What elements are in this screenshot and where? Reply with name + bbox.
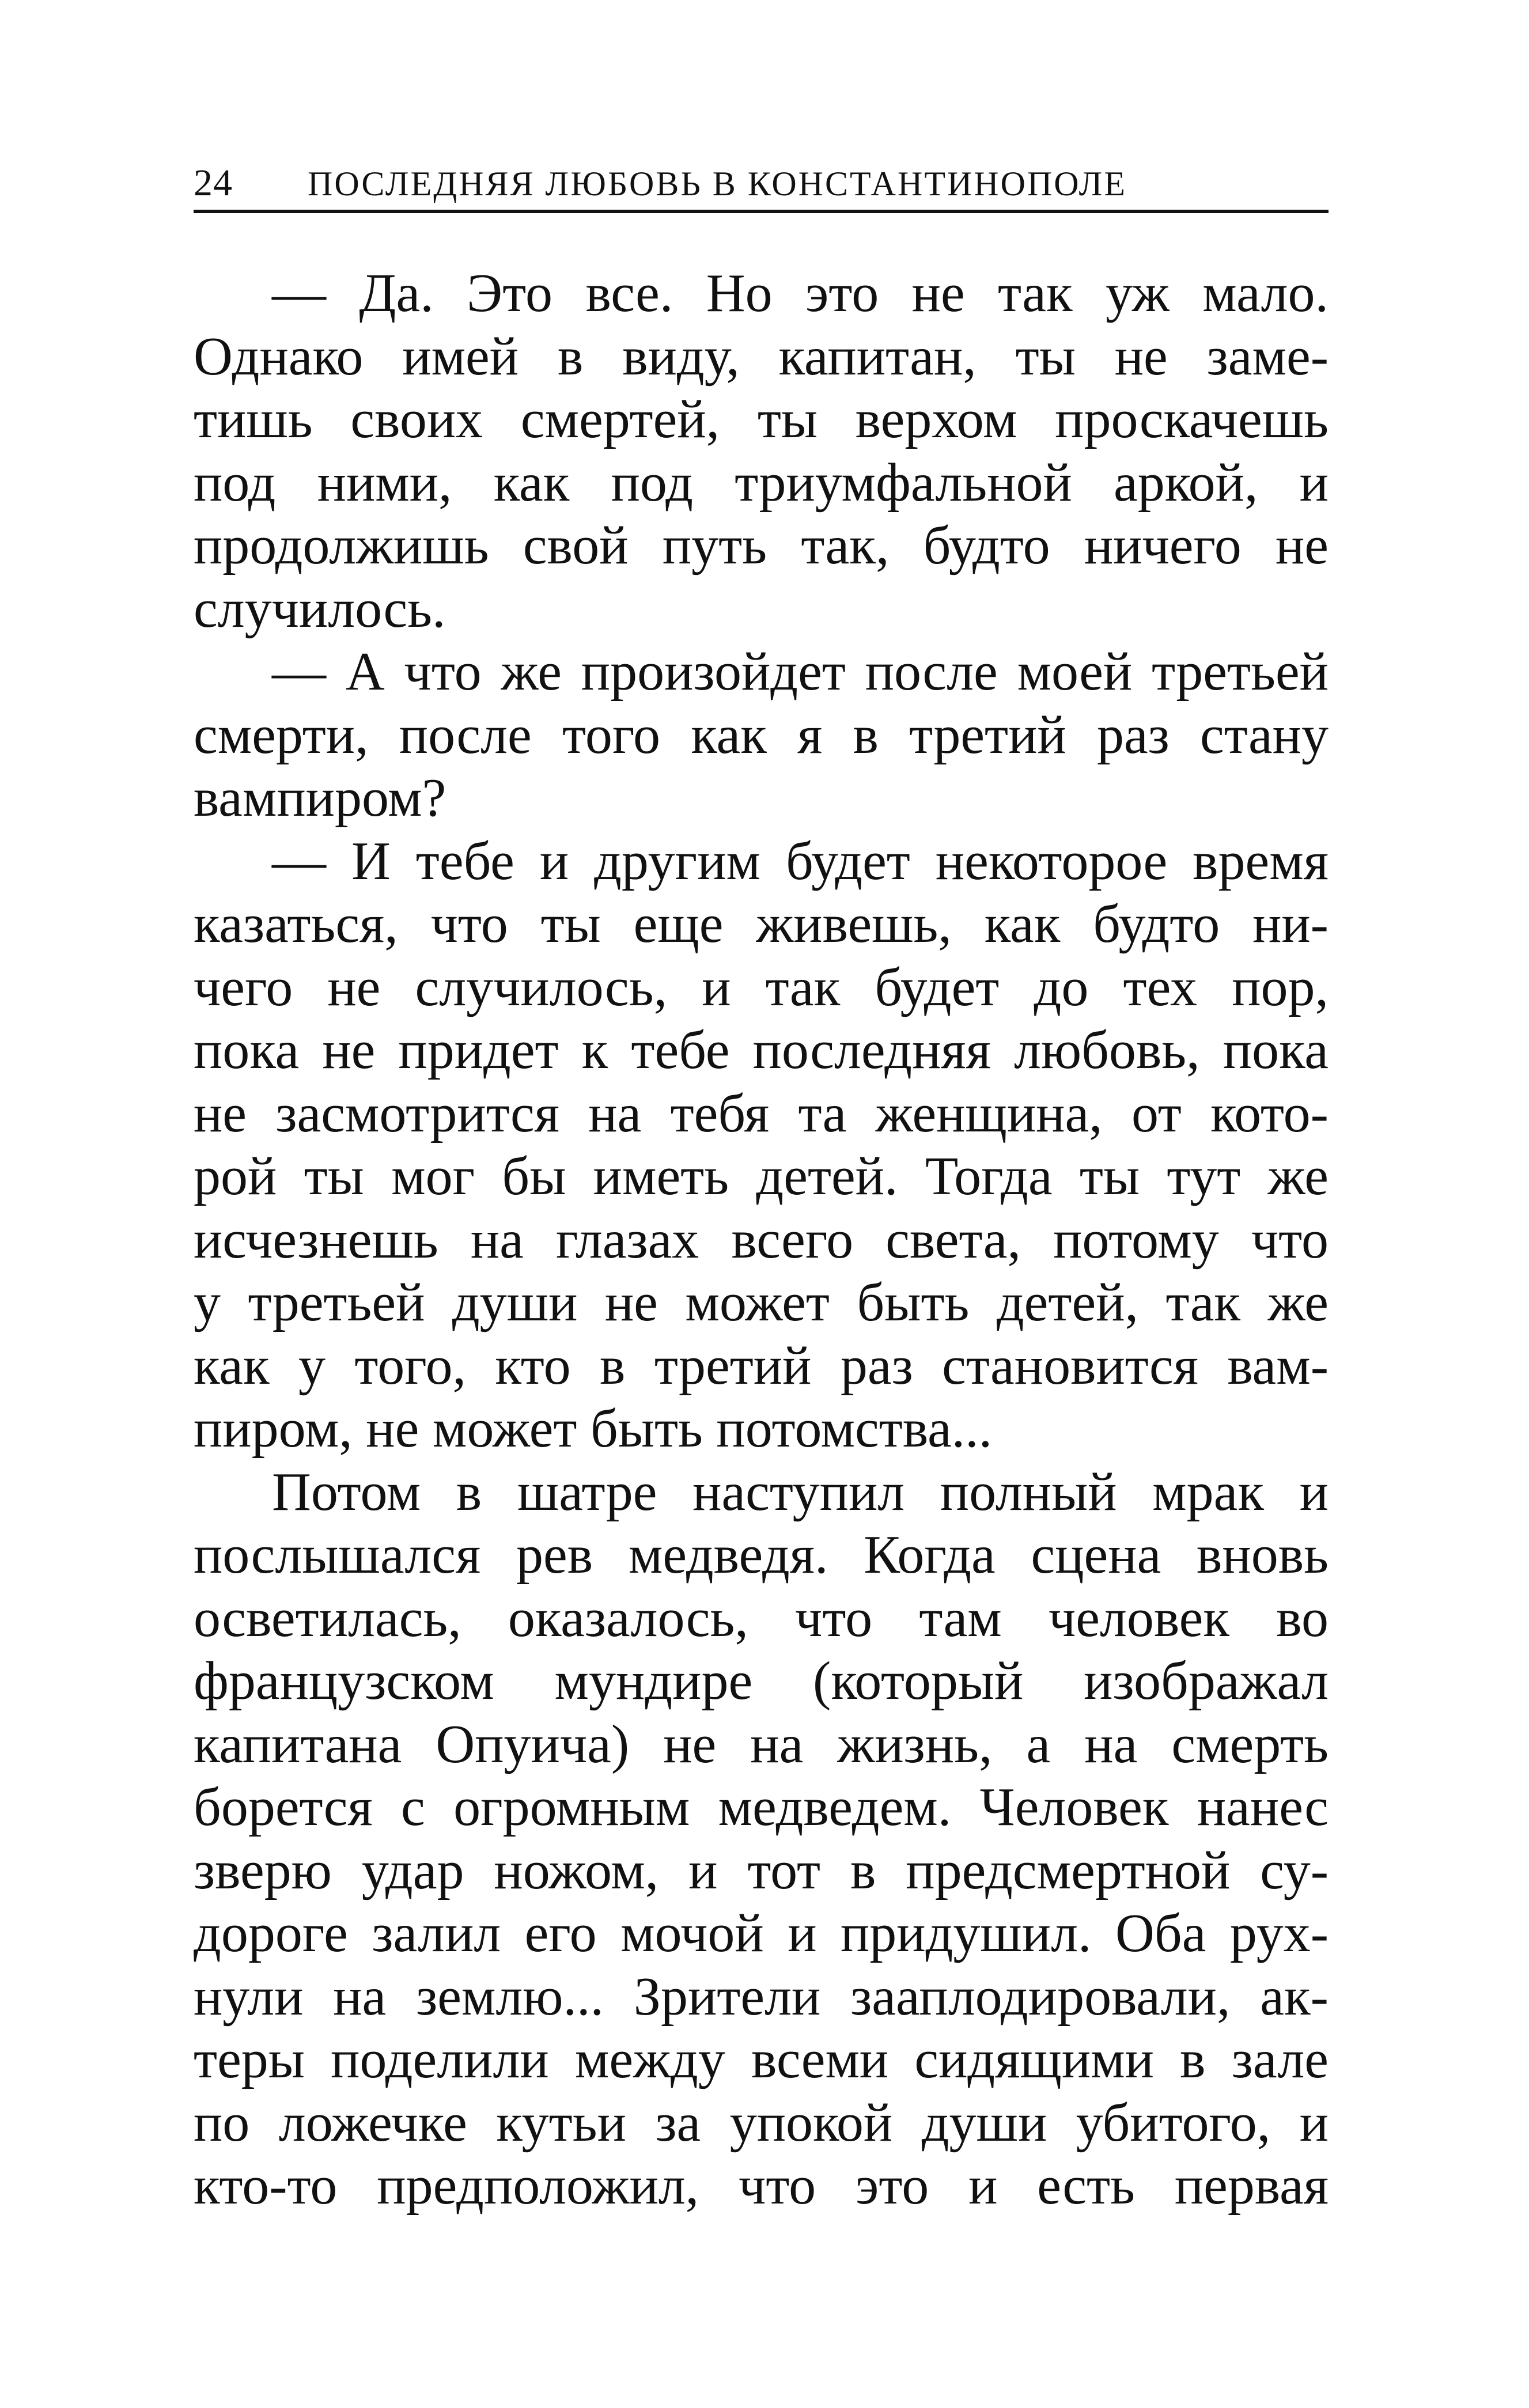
text-line: — А что же произойдет после моей третьей [272,642,1329,702]
text-line: пока не придет к тебе последняя любовь, пока [194,1020,1329,1080]
paragraph [194,1461,1329,2218]
text-line: зверю удар ножом, и тот в предсмертной су- [194,1840,1329,1900]
text-line: под ними, как под триумфальной аркой, и [194,452,1329,513]
text-line: рой ты мог бы иметь детей. Тогда ты тут же [194,1146,1329,1206]
text-line: послышался рев медведя. Когда сцена вновь [194,1525,1329,1585]
running-title: ПОСЛЕДНЯЯ ЛЮБОВЬ В КОНСТАНТИНОПОЛЕ [308,165,1127,203]
text-line: кто-то предположил, что это и есть первая [194,2156,1329,2216]
paragraph [194,641,1329,830]
text-line: Однако имей в виду, капитан, ты не заме- [194,326,1329,387]
text-line: казаться, что ты еще живешь, как будто ни- [194,894,1329,954]
text-line: не засмотрится на тебя та женщина, от кото- [194,1083,1329,1144]
text-line: как у того, кто в третий раз становится вам- [194,1335,1329,1396]
page-number: 24 [194,162,233,204]
text-line: нули на землю... Зрители зааплодировали, ак- [194,1966,1329,2027]
text-line: борется с огромным медведем. Человек нанес [194,1777,1329,1837]
text-line: капитана Опуича) не на жизнь, а на смерть [194,1714,1329,1774]
text-line: теры поделили между всеми сидящими в зале [194,2030,1329,2089]
text-line: продолжишь свой путь так, будто ничего не [194,516,1329,576]
text-line: исчезнешь на глазах всего света, потому что [194,1209,1329,1270]
text-line: случилось. [194,578,446,639]
page-header [194,161,1329,213]
body-text [194,262,1329,2218]
text-line: тишь своих смертей, ты верхом проскачешь [194,389,1329,449]
text-line: по ложечке кутьи за упокой души убитого, и [194,2092,1329,2153]
text-line: — Да. Это все. Но это не так уж мало. [272,263,1329,323]
paragraph [194,262,1329,641]
text-line: французском мундире (который изображал [194,1651,1329,1711]
paragraph [194,830,1329,1461]
text-line: смерти, после того как я в третий раз стану [194,705,1329,765]
text-line: Потом в шатре наступил полный мрак и [272,1462,1329,1522]
text-line: — И тебе и другим будет некоторое время [272,831,1329,891]
text-line: пиром, не может быть потомства... [194,1399,993,1459]
text-line: осветилась, оказалось, что там человек во [194,1588,1329,1648]
text-line: вампиром? [194,768,446,828]
text-line: у третьей души не может быть детей, так же [194,1273,1329,1332]
text-line: чего не случилось, и так будет до тех пор, [194,957,1329,1017]
text-line: дороге залил его мочой и придушил. Оба рух- [194,1903,1329,1963]
